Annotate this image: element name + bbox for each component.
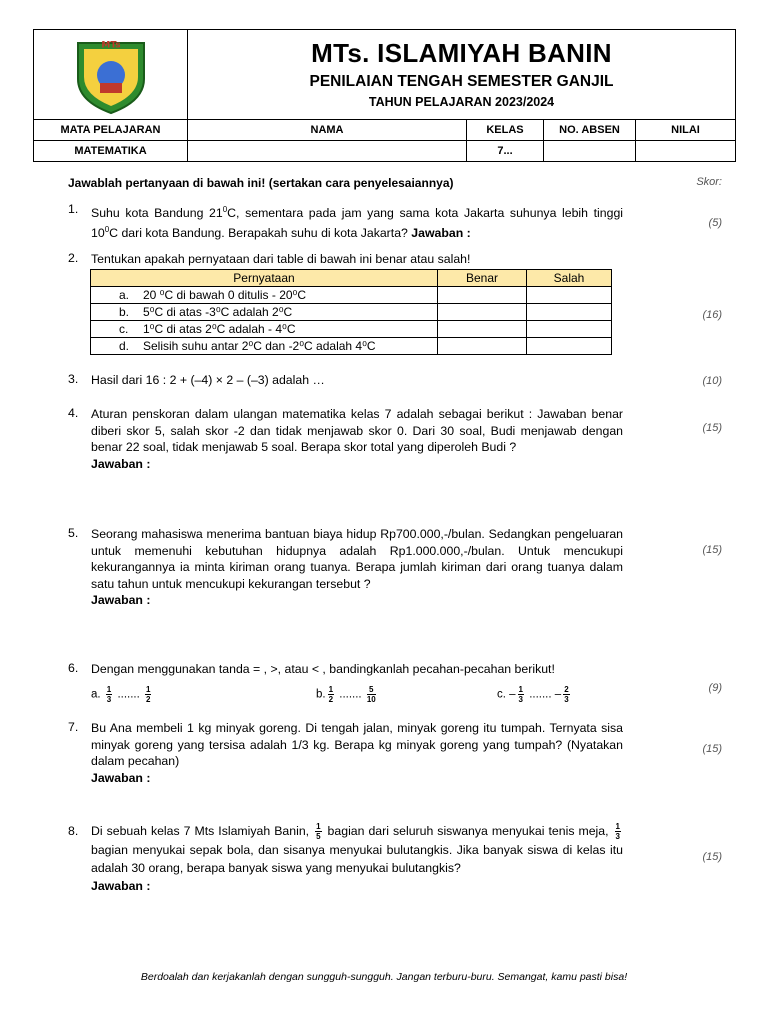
score-label: Skor:: [696, 176, 722, 188]
grade-field[interactable]: [636, 141, 736, 162]
q3-number: 3.: [68, 372, 79, 386]
q8-text: Di sebuah kelas 7 Mts Islamiyah Banin, $\frac{1}{5}$ bagian dari seluruh siswanya menyukai tenis meja, $\frac{1}{3}$ bagian menyukai sepak bola, dan sisanya menyukai bulutangkis. Jika banyak siswa di kelas itu adalah 30 orang, berapa banyak siswa yang menyukai bulutangkis? Jawaban :: [91, 822, 623, 894]
q4-text: Aturan penskoran dalam ulangan matematika kelas 7 adalah sebagai berikut : Jawaban benar diberi skor 5, salah skor -2 dan tidak menjawab skor 0. Dari 30 soal, Budi menjawab dengan benar 22 soal, tidak menjawab 5 soal. Berapa skor total yang diperoleh Budi ? Jawaban :: [91, 407, 623, 471]
q6-item-a: a. $\frac{1}{3}$ ....... $\frac{1}{2}$: [91, 685, 151, 704]
col-name: NAMA: [188, 120, 467, 141]
student-info-table: [34, 120, 735, 161]
q6-number: 6.: [68, 661, 79, 675]
q4-number: 4.: [68, 406, 79, 420]
q6-text: Dengan menggunakan tanda = , >, atau < , bandingkanlah pecahan-pecahan berikut!: [91, 662, 555, 676]
name-field[interactable]: [188, 141, 467, 162]
col-subject: MATA PELAJARAN: [34, 120, 188, 141]
subject-value: MATEMATIKA: [34, 141, 188, 162]
q8-answer-label: Jawaban :: [91, 879, 151, 894]
statement-table: [90, 269, 612, 355]
header-box: [33, 29, 736, 162]
q2-score: (16): [702, 309, 722, 321]
true-cell[interactable]: [438, 304, 527, 321]
q7-score: (15): [702, 743, 722, 755]
th-false: Salah: [527, 270, 612, 287]
col-absen: NO. ABSEN: [544, 120, 636, 141]
absen-field[interactable]: [544, 141, 636, 162]
q5-score: (15): [702, 544, 722, 556]
true-cell[interactable]: [438, 287, 527, 304]
false-cell[interactable]: [527, 304, 612, 321]
class-value[interactable]: 7...: [467, 141, 544, 162]
q5-number: 5.: [68, 526, 79, 540]
school-logo: [34, 30, 188, 119]
school-name: MTs. ISLAMIYAH BANIN: [311, 38, 612, 68]
q1-score: (5): [708, 217, 722, 229]
footer-message: Berdoalah dan kerjakanlah dengan sungguh-sungguh. Jangan terburu-buru. Semangat, kamu pasti bisa!: [140, 971, 628, 983]
q7-number: 7.: [68, 720, 79, 734]
svg-text:MTs: MTs: [100, 40, 121, 50]
table-row: c. 1⁰C di atas 2⁰C adalah - 4⁰C: [91, 321, 612, 338]
q6-item-c: c. – $\frac{1}{3}$ ....... – $\frac{2}{3}$: [497, 685, 569, 704]
th-statement: Pernyataan: [91, 270, 438, 287]
q5-answer-label: Jawaban :: [91, 593, 151, 607]
q3-score: (10): [702, 375, 722, 387]
q7-answer-label: Jawaban :: [91, 770, 151, 785]
col-grade: NILAI: [636, 120, 736, 141]
q1-number: 1.: [68, 202, 79, 216]
q5-text: Seorang mahasiswa menerima bantuan biaya hidup Rp700.000,-/bulan. Sedangkan pengeluaran untuk memenuhi kebutuhan hidupnya adalah Rp1.000.000,-/bulan. Untuk mencukupi kekurangannya ia minta kiriman orang tuanya. Berapa jumlah kiriman dari orang tuanya dalam satu tahun untuk mencukupi kekurangan tersebut ? Jawaban :: [91, 527, 623, 607]
q8-number: 8.: [68, 824, 79, 838]
q2-text: Tentukan apakah pernyataan dari table di bawah ini benar atau salah!: [91, 252, 471, 266]
q3-text: Hasil dari 16 : 2 + (–4) × 2 – (–3) adalah …: [91, 373, 325, 387]
th-true: Benar: [438, 270, 527, 287]
false-cell[interactable]: [527, 338, 612, 355]
true-cell[interactable]: [438, 321, 527, 338]
q2-number: 2.: [68, 251, 79, 265]
exam-title: PENILAIAN TENGAH SEMESTER GANJIL: [309, 73, 614, 90]
table-row: d. Selisih suhu antar 2⁰C dan -2⁰C adalah 4⁰C: [91, 338, 612, 355]
false-cell[interactable]: [527, 321, 612, 338]
instruction: Jawablah pertanyaan di bawah ini! (sertakan cara penyelesaiannya): [68, 176, 454, 190]
false-cell[interactable]: [527, 287, 612, 304]
academic-year: TAHUN PELAJARAN 2023/2024: [368, 95, 555, 109]
q6-score: (9): [708, 682, 722, 694]
q8-score: (15): [702, 851, 722, 863]
table-row: a. 20 ⁰C di bawah 0 ditulis - 20⁰C: [91, 287, 612, 304]
q6-item-b: b. $\frac{1}{2}$ ....... $\frac{5}{10}$: [316, 685, 376, 704]
q4-answer-label: Jawaban :: [91, 456, 151, 471]
q1-answer-label: Jawaban :: [411, 225, 471, 240]
q4-score: (15): [702, 422, 722, 434]
col-class: KELAS: [467, 120, 544, 141]
q1-text: Suhu kota Bandung $21^0C$, sementara pada jam yang sama kota Jakarta suhunya lebih tinggi $10^0C$ dari kota Bandung. Berapakah suhu di kota Jakarta? Jawaban :: [91, 205, 624, 240]
true-cell[interactable]: [438, 338, 527, 355]
q7-text: Bu Ana membeli 1 kg minyak goreng. Di tengah jalan, minyak goreng itu tumpah. Ternyata sisa minyak goreng yang tersisa adalah 1/3 kg. Berapa kg minyak goreng yang tumpah? (Nyatakan dalam pecahan) Jawaban :: [91, 721, 623, 785]
table-row: b. 5⁰C di atas -3⁰C adalah 2⁰C: [91, 304, 612, 321]
